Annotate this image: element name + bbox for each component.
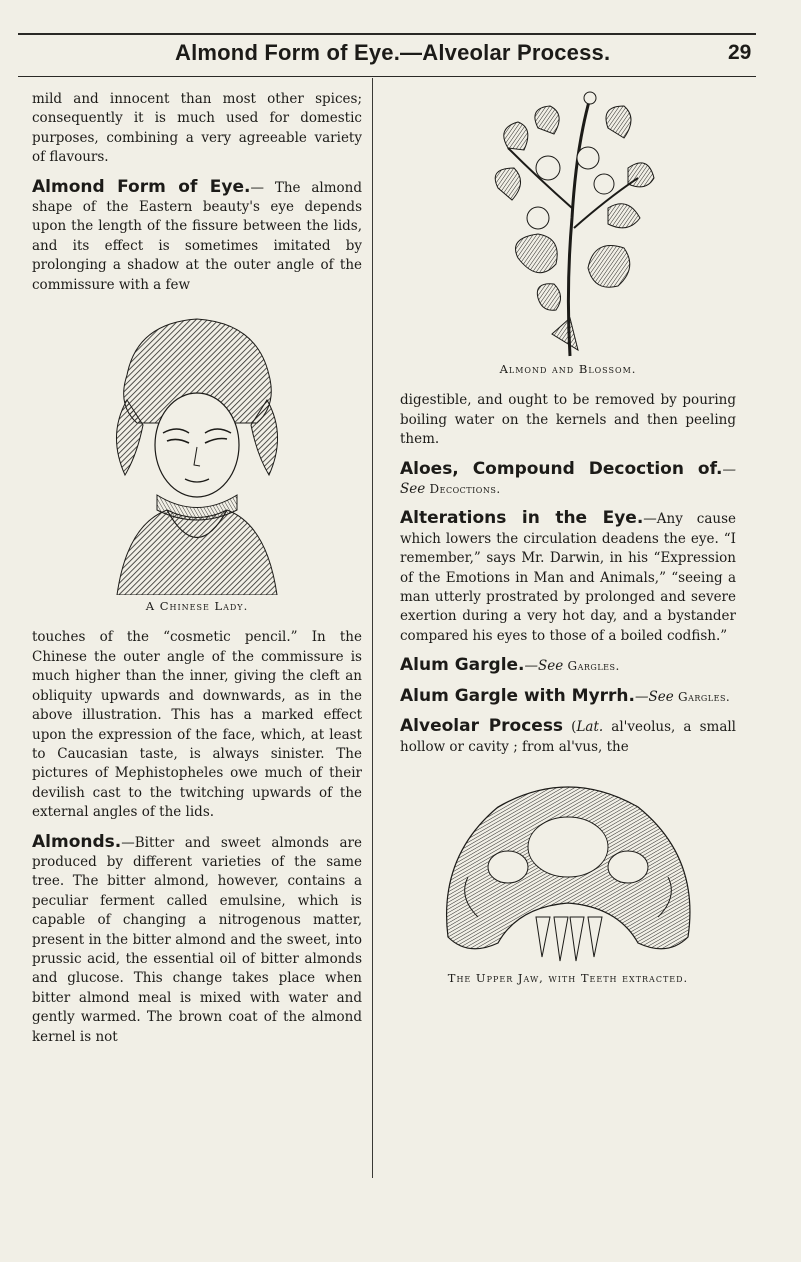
- entry-alveolar-process: [400, 717, 736, 757]
- entry-almonds: [32, 833, 362, 1047]
- right-column: [400, 88, 736, 1000]
- cross-reference-link[interactable]: Gargles.: [567, 659, 620, 674]
- cross-reference-link[interactable]: Gargles.: [678, 689, 731, 704]
- page-number: 29: [728, 41, 752, 64]
- continuation-paragraph: touches of the “cosmetic pencil.” In the Chinese the outer angle of the commissure is much higher than the inner, giving the cleft an obliquity upwards and downwards, as in the above illustration. This has a marked effect upon the expression of the face, which, at least to Caucasian taste, is always sinister. The pictures of Mephistopheles owe much of their devilish cast to the twitching upwards of the external angles of the lids.: [32, 629, 362, 821]
- figure-chinese-lady: [32, 305, 362, 616]
- cross-reference-link[interactable]: Decoctions.: [429, 482, 501, 497]
- entry-text: —Bitter and sweet almonds are produced by different varieties of the same tree. The bitter almond, however, contains a peculiar ferment called emulsine, which is capable of changing a nitrogenous matter, present in the bitter almond and the sweet, into prussic acid, the essential oil of bitter almonds and glucose. This change takes place when bitter almond meal is mixed with water and gently warmed. The brown coat of the almond kernel is not: [32, 834, 362, 1045]
- figure-caption: Almond and Blossom.: [499, 362, 637, 376]
- entry-text: a small hollow or cavity ; from al'vus, the: [400, 719, 736, 755]
- header-rule-bottom: [18, 76, 756, 77]
- entry-text: — The almond shape of the Eastern beauty's eye depends upon the length of the fissure between the lids, and its effect is sometimes imitated by prolonging a shadow at the outer angle of the commissure with a few: [32, 179, 362, 293]
- latin-label: Lat.: [576, 719, 604, 736]
- entry-text: —Any cause which lowers the circulation deadens the eye. “I remember,” says Mr. Darwin, in his “Expression of the Emotions in Man and Animals,” “seeing a man utterly prostrated by prolonged and severe exertion during a very hot day, and a bystander compared his eyes to those of a boiled codfish.”: [400, 511, 736, 644]
- see-label: —See: [400, 461, 736, 498]
- almond-blossom-illustration: [478, 88, 658, 358]
- entry-alum-gargle-with-myrrh: [400, 687, 736, 707]
- headword: Almond Form of Eye.: [32, 176, 251, 197]
- upper-jaw-illustration: [418, 767, 718, 967]
- column-divider: [372, 78, 373, 1178]
- entry-almond-form-of-eye: [32, 178, 362, 295]
- figure-almond-blossom: [400, 88, 736, 379]
- paren-open: (: [563, 719, 577, 736]
- left-column: [32, 90, 362, 1057]
- entry-alum-gargle: [400, 656, 736, 676]
- figure-upper-jaw: [400, 767, 736, 988]
- running-title: Almond Form of Eye.—Alveolar Process.: [175, 40, 611, 65]
- header-rule-top: [18, 33, 756, 35]
- headword: Alum Gargle with Myrrh.: [400, 685, 635, 706]
- headword: Alterations in the Eye.: [400, 508, 644, 529]
- headword: Alum Gargle.: [400, 655, 525, 676]
- headword: Aloes, Compound Decoction of.: [400, 458, 723, 479]
- latin-word: al'veolus,: [603, 719, 676, 736]
- continuation-paragraph: digestible, and ought to be removed by pouring boiling water on the kernels and then peeling them.: [400, 392, 736, 448]
- see-label: —See: [634, 688, 674, 705]
- headword: Almonds.: [32, 831, 122, 852]
- entry-alterations-in-the-eye: [400, 509, 736, 646]
- entry-aloes: [400, 460, 736, 500]
- headword: Alveolar Process: [400, 716, 564, 737]
- figure-caption: The Upper Jaw, with Teeth extracted.: [447, 970, 689, 985]
- chinese-lady-illustration: [97, 305, 297, 595]
- figure-caption: A Chinese Lady.: [145, 599, 249, 614]
- see-label: —See: [524, 658, 564, 675]
- intro-paragraph: mild and innocent than most other spices; consequently it is much used for domestic purposes, combining a very agreeable variety of flavours.: [32, 91, 362, 166]
